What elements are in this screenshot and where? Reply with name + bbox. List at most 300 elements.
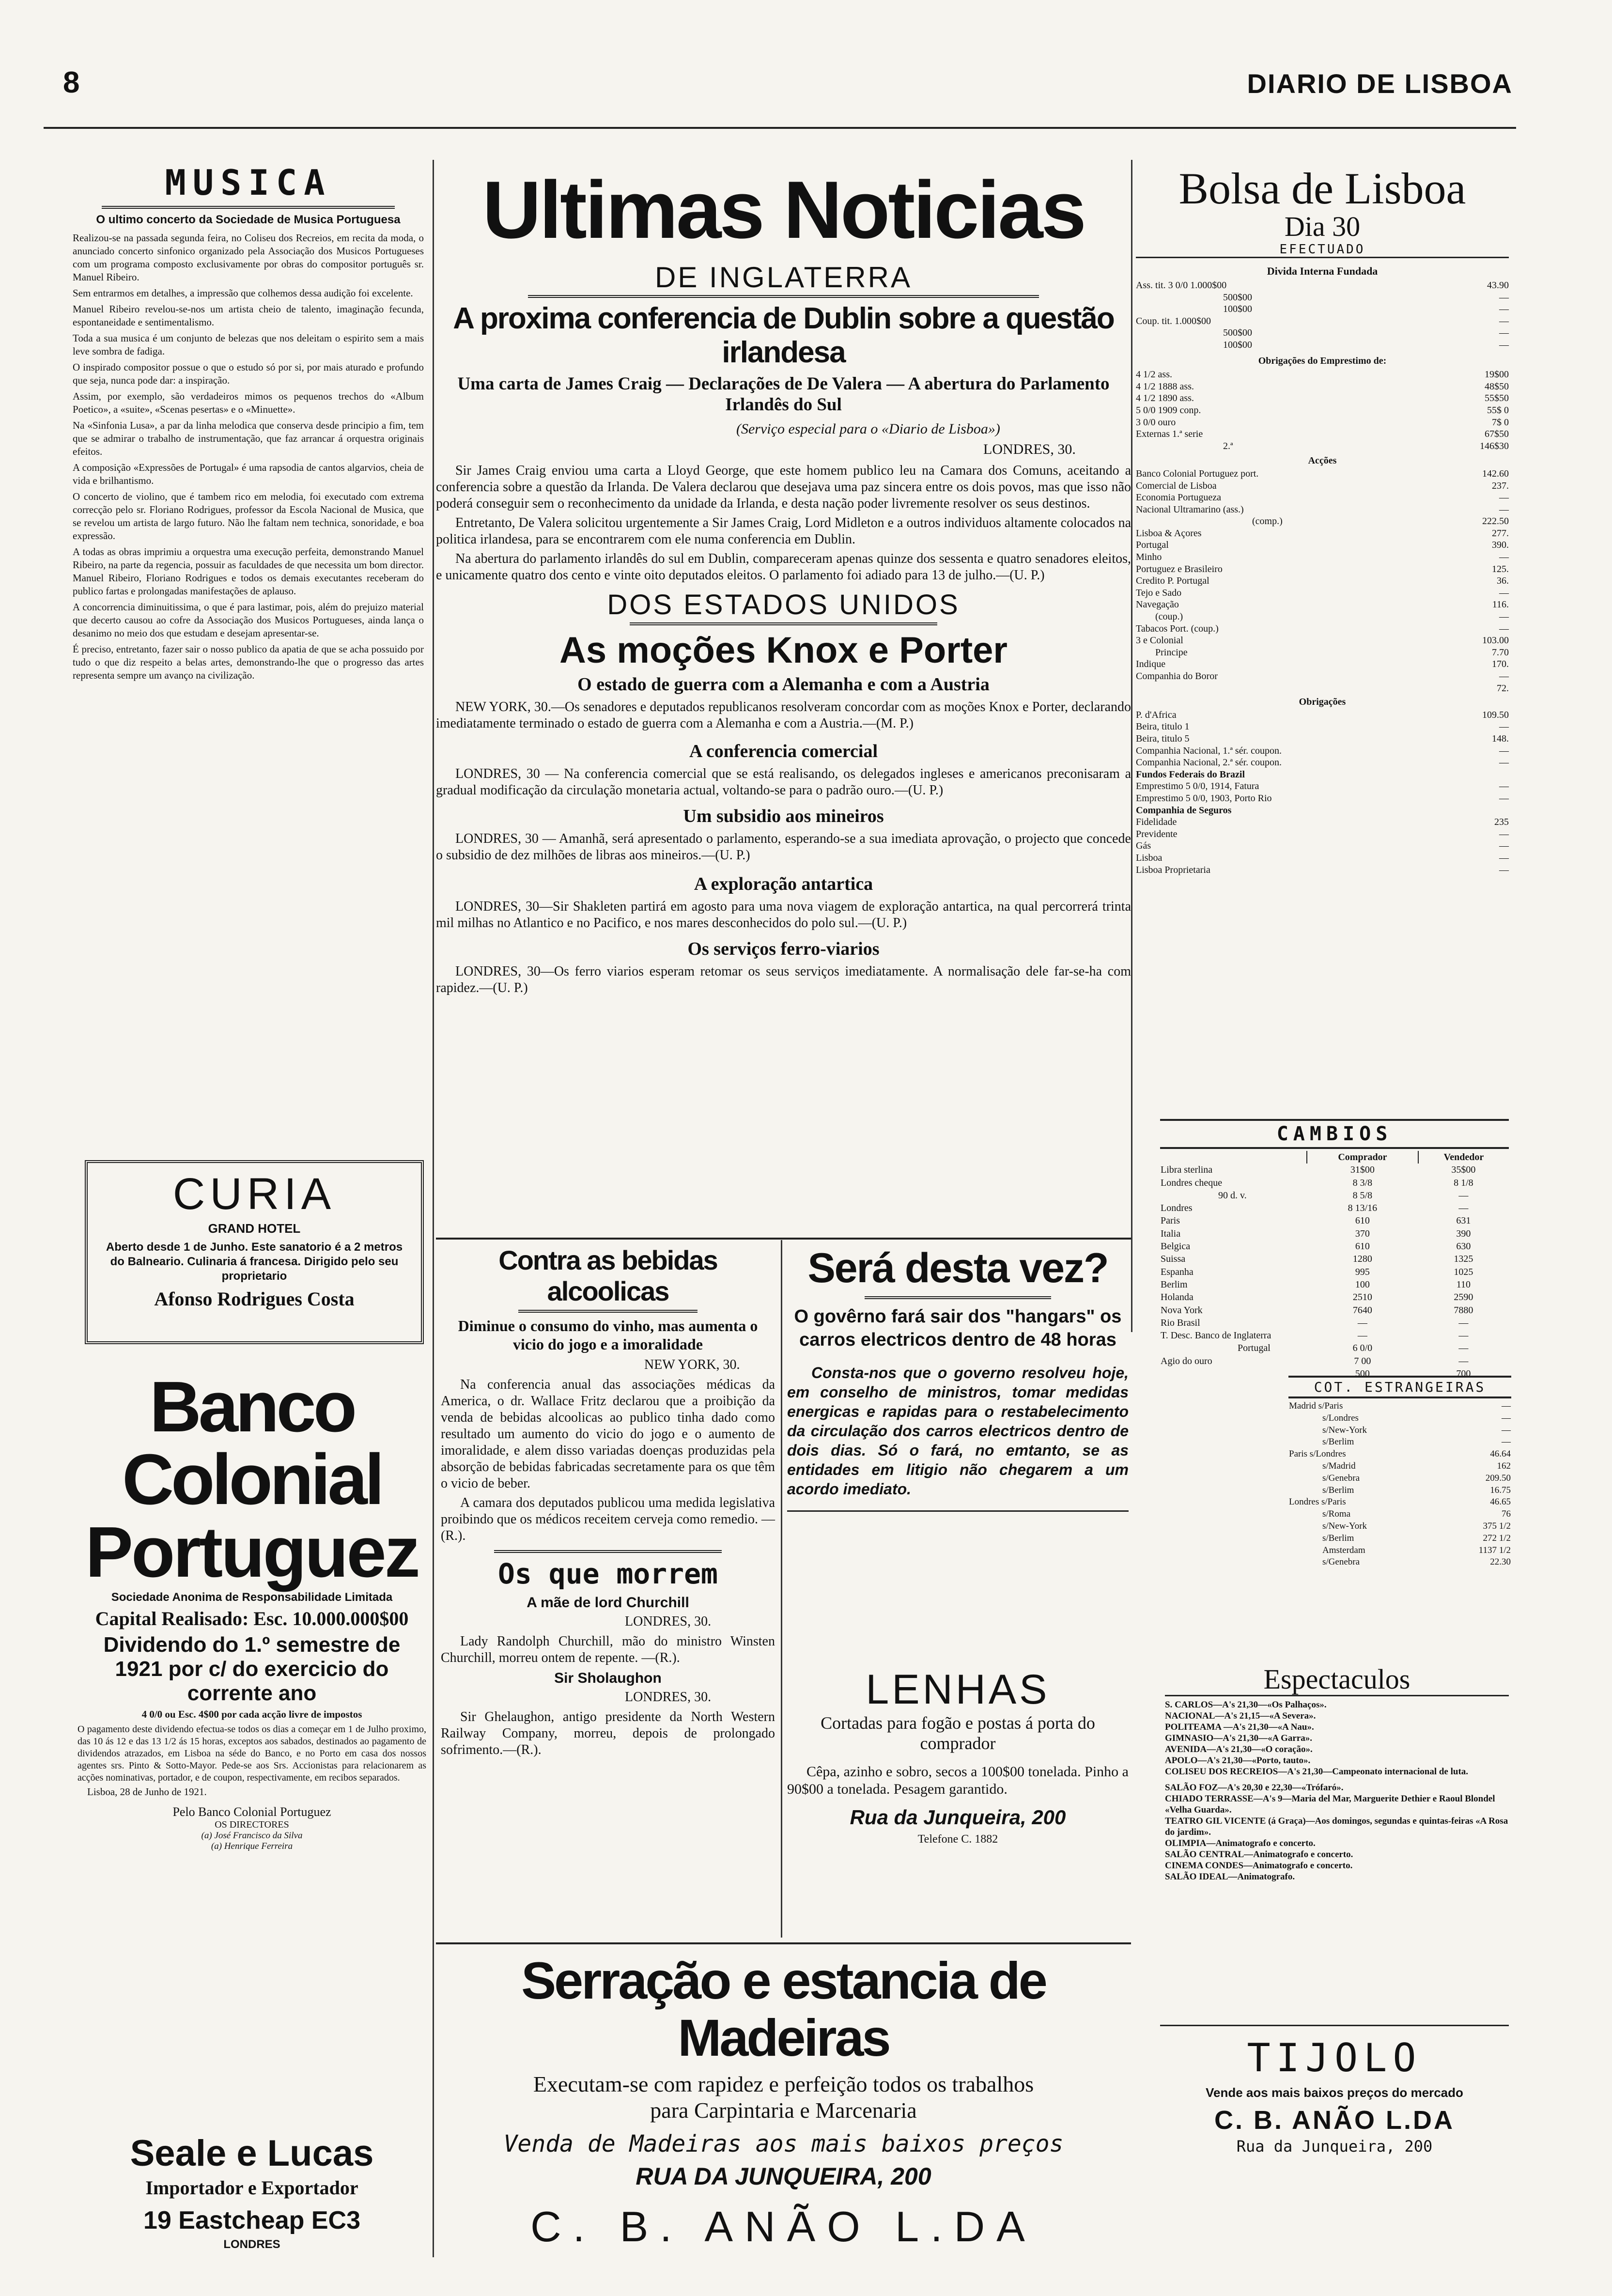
cotacoes-row xyxy=(1288,1436,1511,1448)
espectaculo-item: SALÃO IDEAL—Animatografo. xyxy=(1165,1872,1295,1882)
cambios-label: T. Desc. Banco de Inglaterra xyxy=(1161,1330,1271,1341)
cambios-comprador: 2510 xyxy=(1352,1292,1372,1303)
curia-subtitle: GRAND HOTEL xyxy=(208,1221,301,1236)
cambios-row xyxy=(1160,1240,1509,1253)
cambios-row xyxy=(1160,1278,1509,1291)
bolsa-line-value: — xyxy=(1499,315,1509,326)
bolsa-title: Bolsa de Lisboa xyxy=(1178,164,1466,213)
subhead-knox: O estado de guerra com a Alemanha e com a Austria xyxy=(577,674,990,695)
bolsa-line-value: 103.00 xyxy=(1482,635,1509,646)
cotacoes-value: — xyxy=(1502,1437,1511,1447)
bolsa-emprestimo: Obrigações do Emprestimo de: xyxy=(1258,355,1387,366)
cambios-vendedor: — xyxy=(1458,1190,1469,1201)
cambios-header-label xyxy=(1160,1151,1307,1164)
cambios-label: Espanha xyxy=(1161,1266,1194,1277)
bolsa-line xyxy=(1136,428,1509,440)
cambios-comprador: — xyxy=(1357,1317,1367,1328)
cotacoes-value: — xyxy=(1502,1425,1511,1435)
bolsa-line-value: 170. xyxy=(1492,659,1509,670)
cotacoes-row xyxy=(1288,1460,1511,1473)
cotacoes-row xyxy=(1288,1496,1511,1508)
seale-lucas-ad xyxy=(78,2134,426,2251)
bolsa-line-label: Tejo e Sado xyxy=(1136,587,1182,598)
cambios-section xyxy=(1160,1119,1509,1380)
cotacoes-value: 162 xyxy=(1497,1460,1511,1471)
serracao-line1: Executam-se com rapidez e perfeição todos os trabalhos para Carpintaria e Marcenaria xyxy=(533,2072,1034,2123)
bolsa-line xyxy=(1136,440,1509,452)
cambios-label: Londres cheque xyxy=(1161,1177,1223,1188)
cambios-label: Berlim xyxy=(1161,1279,1188,1290)
seale-subtitle: Importador e Exportador xyxy=(145,2177,358,2199)
espectaculo-item: GIMNASIO—A's 21,30—«A Garra». xyxy=(1165,1733,1312,1743)
bolsa-line xyxy=(1136,709,1509,721)
cotacoes-row xyxy=(1288,1545,1511,1557)
irlanda-paragraph: Entretanto, De Valera solicitou urgentemente a Sir James Craig, Lord Midleton e a outros individuos altamente colocados na politica irlandesa, para se encontrarem com ele numa conferencia em Dublin. xyxy=(436,515,1131,547)
cambios-comprador: 6 0/0 xyxy=(1352,1343,1373,1354)
bolsa-line-value: — xyxy=(1499,304,1509,315)
cambios-comprador: 610 xyxy=(1355,1241,1370,1252)
espectaculo-item: POLITEAMA —A's 21,30—«A Nau». xyxy=(1165,1722,1314,1732)
cotacoes-label: s/Berlim xyxy=(1322,1485,1354,1495)
bolsa-line-label: Externas 1.ª serie xyxy=(1136,429,1203,440)
bolsa-line-value: 43.90 xyxy=(1487,280,1509,291)
bolsa-line-value: — xyxy=(1499,864,1509,875)
bolsa-line-label: 4 1/2 1890 ass. xyxy=(1136,393,1194,404)
cotacoes-row xyxy=(1288,1520,1511,1533)
banco-capital: Capital Realisado: Esc. 10.000.000$00 xyxy=(95,1608,409,1629)
morrem-body-1: Lady Randolph Churchill, mão do ministro Winsten Churchill, morreu ontem de repente. —(R.). xyxy=(441,1634,775,1665)
bolsa-line-value: — xyxy=(1499,745,1509,756)
inglaterra-rule xyxy=(528,295,1039,298)
espectaculo-item: NACIONAL—A's 21,15—«A Severa». xyxy=(1165,1711,1316,1721)
comercial-body: LONDRES, 30 — Na conferencia comercial que se está realisando, os delegados ingleses e americanos preconisaram a gradual modificação da circulação monetaria actual, voltando-se para o padrão ouro.—(U. P.) xyxy=(436,766,1131,798)
curia-owner: Afonso Rodrigues Costa xyxy=(154,1288,355,1310)
bolsa-line-value: 55$50 xyxy=(1485,393,1509,404)
banco-body: O pagamento deste dividendo efectua-se todos os dias a começar em 1 de Julho proximo, das 10 ás 12 e das 13 1/2 ás 15 horas, exceptos aos sabados, destinados ao pagamento de dividendos atrazados, em Lisboa na séde do Banco, e no Porto em casa dos nossos agentes srs. Pinto & Sotto-Mayor. Pede-se aos Srs. Accionistas para relacionarem as acções nominativas, portador, e de coupon, respectivamente, em recibos separados. xyxy=(78,1724,426,1783)
cotacoes-section xyxy=(1288,1376,1511,1568)
musica-paragraph: Manuel Ribeiro revelou-se-nos um artista cheio de talento, imaginação fecunda, espontaneidade e sentimentalismo. xyxy=(73,303,424,328)
musica-body xyxy=(73,232,424,682)
cambios-row xyxy=(1160,1291,1509,1303)
cotacoes-label: s/Berlim xyxy=(1322,1437,1354,1447)
cotacoes-value: 76 xyxy=(1502,1509,1511,1520)
bolsa-line-label: Tabacos Port. (coup.) xyxy=(1136,623,1219,634)
cambios-comprador: 995 xyxy=(1355,1266,1370,1277)
cambios-vendedor: — xyxy=(1458,1330,1469,1341)
cotacoes-value: 375 1/2 xyxy=(1483,1520,1511,1531)
bolsa-line-label: Ass. tit. 3 0/0 1.000$00 xyxy=(1136,280,1227,291)
bolsa-line-label: 100$00 xyxy=(1223,339,1252,350)
page-number: 8 xyxy=(63,66,80,99)
cambios-vendedor: 631 xyxy=(1456,1215,1471,1226)
ultimas-service: (Serviço especial para o «Diario de Lisboa») xyxy=(736,421,1000,437)
bebidas-rule xyxy=(518,1310,698,1313)
espectaculo-item: CINEMA CONDES—Animatografo e concerto. xyxy=(1165,1861,1353,1871)
cambios-vendedor: 8 1/8 xyxy=(1454,1177,1473,1188)
cambios-vendedor: 630 xyxy=(1456,1241,1471,1252)
bolsa-line xyxy=(1136,587,1509,599)
bolsa-line-value: 72. xyxy=(1497,683,1509,694)
musica-headline: O ultimo concerto da Sociedade de Musica Portuguesa xyxy=(96,213,401,226)
bolsa-line-label: Lisboa & Açores xyxy=(1136,527,1202,539)
cambios-row xyxy=(1160,1317,1509,1329)
serracao-ad xyxy=(436,1952,1131,2251)
cambios-comprador: — xyxy=(1357,1330,1367,1341)
bolsa-line-value: 19$00 xyxy=(1485,369,1509,380)
bebidas-title: Contra as bebidas alcoolicas xyxy=(498,1245,717,1306)
cambios-label: Nova York xyxy=(1161,1304,1203,1316)
knox-body: NEW YORK, 30.—Os senadores e deputados republicanos resolveram concordar com as moções Knox e Porter, declarando imediatamente terminado o estado de guerra com a Alemanha e com a Austria.—(M. P.) xyxy=(436,699,1131,731)
cotacoes-title: COT. ESTRANGEIRAS xyxy=(1288,1376,1511,1398)
bolsa-line-label: Credito P. Portugal xyxy=(1136,575,1209,587)
banco-dividend-amount: 4 0/0 ou Esc. 4$00 por cada acção livre de impostos xyxy=(141,1708,362,1720)
cambios-table xyxy=(1160,1151,1509,1380)
cambios-vendedor: — xyxy=(1458,1355,1469,1366)
cotacoes-value: 272 1/2 xyxy=(1483,1533,1511,1543)
bolsa-line-label: Lisboa Proprietaria xyxy=(1136,864,1210,875)
cambios-comprador: 370 xyxy=(1355,1228,1370,1239)
seale-address: 19 Eastcheap EC3 xyxy=(143,2206,361,2234)
cotacoes-table xyxy=(1288,1400,1511,1568)
espectaculo-item: OLIMPIA—Animatografo e concerto. xyxy=(1165,1838,1316,1848)
musica-paragraph: Realizou-se na passada segunda feira, no Coliseu dos Recreios, em recita da moda, o anunciado concerto sinfonico organizado pela Associação dos Musicos Portugueses com um programa composto exclusivamente por obras do compositor português sr. Manuel Ribeiro. xyxy=(73,232,424,283)
espectaculo-item: APOLO—A's 21,30—«Porto, tauto». xyxy=(1165,1755,1311,1766)
bolsa-line-value: 7$ 0 xyxy=(1492,417,1509,428)
cambios-comprador: 610 xyxy=(1355,1215,1370,1226)
bolsa-line xyxy=(1136,599,1509,611)
bolsa-line xyxy=(1136,658,1509,670)
cambios-row xyxy=(1160,1202,1509,1214)
musica-paragraph: O inspirado compositor possue o que o estudo só por si, por mais aturado e profundo que seja, nunca pode dar: a inspiração. xyxy=(73,361,424,386)
cambios-label: Agio do ouro xyxy=(1161,1355,1212,1366)
bolsa-line xyxy=(1136,670,1509,683)
cotacoes-label: s/Genebra xyxy=(1322,1557,1360,1567)
bolsa-line-value: 125. xyxy=(1492,563,1509,574)
banco-colonial-ad xyxy=(78,1367,426,1852)
cambios-comprador: 8 3/8 xyxy=(1352,1177,1373,1188)
banco-dividend-title: Dividendo do 1.º semestre de 1921 por c/ do exercicio do corrente ano xyxy=(103,1633,401,1705)
head-mineiros: Um subsidio aos mineiros xyxy=(683,806,884,826)
musica-paragraph: A composição «Expressões de Portugal» é uma rapsodia de cantos algarvios, cheia de vida e brilhantismo. xyxy=(73,462,424,486)
bolsa-line xyxy=(1136,527,1509,540)
bolsa-line xyxy=(1136,780,1509,792)
sera-title: Será desta vez? xyxy=(807,1245,1108,1291)
bolsa-line-value: — xyxy=(1499,781,1509,792)
bolsa-line-label: Beira, titulo 5 xyxy=(1136,733,1190,744)
bolsa-line-value: — xyxy=(1499,587,1509,598)
lenhas-subtitle: Cortadas para fogão e postas á porta do comprador xyxy=(821,1713,1095,1753)
cambios-row xyxy=(1160,1355,1509,1367)
bolsa-line-label: Fidelidade xyxy=(1136,817,1177,828)
bolsa-efectuado: EFECTUADO xyxy=(1136,242,1509,258)
cambios-row xyxy=(1160,1227,1509,1240)
cambios-header-row xyxy=(1160,1151,1509,1164)
head-ferro: Os serviços ferro-viarios xyxy=(687,939,880,959)
curia-body: Aberto desde 1 de Junho. Este sanatorio é a 2 metros do Balneario. Culinaria á francesa. Dirigido pelo seu proprietario xyxy=(106,1241,403,1283)
musica-paragraph: Assim, por exemplo, são verdadeiros mimos os pequenos trechos do «Album Poetico», a «suite», «Scenas pesertas» e o «Minuette». xyxy=(73,390,424,415)
cotacoes-row xyxy=(1288,1485,1511,1497)
eua-rule xyxy=(630,622,937,625)
curia-ad xyxy=(85,1160,424,1344)
bolsa-line-label: (comp.) xyxy=(1252,516,1283,527)
cotacoes-value: — xyxy=(1502,1401,1511,1411)
musica-paragraph: É preciso, entretanto, fazer sair o nosso publico da apatia de que se acha possuido por tudo o que diz respeito a belas artes, demonstrando-lhe que o progresso das artes representa sempre um avanço na civilização. xyxy=(73,643,424,681)
bebidas-body xyxy=(441,1377,775,1544)
bolsa-line-value: 277. xyxy=(1492,527,1509,539)
morrem-top-rule xyxy=(494,1550,722,1553)
bolsa-line-value: 142.60 xyxy=(1482,468,1509,479)
cambios-comprador: 8 13/16 xyxy=(1348,1203,1378,1214)
bolsa-line-value: — xyxy=(1499,757,1509,768)
bolsa-line xyxy=(1136,492,1509,504)
section-estados-unidos: DOS ESTADOS UNIDOS xyxy=(607,589,960,621)
bolsa-line xyxy=(1136,515,1509,527)
subhead-irlanda: Uma carta de James Craig — Declarações de De Valera — A abertura do Parlamento Irlandês do Sul xyxy=(457,374,1110,415)
bolsa-line-label: 500$00 xyxy=(1223,327,1252,339)
bebidas-dateline: NEW YORK, 30. xyxy=(644,1357,740,1372)
column-rule-2a xyxy=(781,1240,782,1938)
cotacoes-row xyxy=(1288,1412,1511,1425)
bolsa-line-value: — xyxy=(1499,721,1509,732)
bolsa-line xyxy=(1136,635,1509,647)
cambios-label: Italia xyxy=(1161,1228,1181,1239)
bolsa-line xyxy=(1136,339,1509,351)
bolsa-line-value: 235 xyxy=(1494,817,1509,828)
bolsa-line-value: — xyxy=(1499,792,1509,804)
bolsa-acoes: Acções xyxy=(1308,455,1337,466)
head-antartica: A exploração antartica xyxy=(694,874,873,894)
cotacoes-label: s/Londres xyxy=(1322,1412,1359,1423)
banco-date: Lisboa, 28 de Junho de 1921. xyxy=(87,1786,207,1798)
bolsa-line-label: Previdente xyxy=(1136,828,1178,839)
bolsa-line-value: 36. xyxy=(1497,575,1509,587)
bolsa-line-label: Navegação xyxy=(1136,599,1179,610)
cambios-comprador: 7640 xyxy=(1352,1304,1372,1316)
musica-paragraph: O concerto de violino, que é tambem rico em melodia, foi executado com extrema correcção pelo sr. Floriano Rodrigues, professor da Escola Nacional de Musica, que se revelou um artista de largo futuro. Não lhe faltam nem technica, sonoridade, e boa expressão. xyxy=(73,491,424,542)
cotacoes-label: Londres s/Paris xyxy=(1289,1497,1346,1507)
morrem-sub-2: Sir Sholaughon xyxy=(554,1670,662,1686)
cotacoes-value: 1137 1/2 xyxy=(1478,1545,1511,1555)
bolsa-line-label: Minho xyxy=(1136,552,1162,563)
cambios-vendedor: 1325 xyxy=(1454,1254,1473,1265)
bolsa-line xyxy=(1136,757,1509,769)
espectaculo-item: TEATRO GIL VICENTE (á Graça)—Aos domingos, segundas e quintas-feiras «A Rosa do jardim». xyxy=(1165,1816,1508,1837)
bolsa-line xyxy=(1136,504,1509,516)
bolsa-line xyxy=(1136,327,1509,339)
cambios-vendedor: 700 xyxy=(1456,1368,1471,1380)
head-comercial: A conferencia comercial xyxy=(689,741,878,761)
bolsa-line xyxy=(1136,404,1509,417)
cotacoes-label: s/New-York xyxy=(1322,1520,1367,1531)
cotacoes-value: — xyxy=(1502,1412,1511,1423)
bolsa-line xyxy=(1136,745,1509,757)
cotacoes-label: s/Berlim xyxy=(1322,1533,1354,1543)
cotacoes-label: Paris s/Londres xyxy=(1289,1449,1346,1459)
bolsa-line-label: P. d'Africa xyxy=(1136,709,1177,720)
espectaculo-item: SALÃO FOZ—A's 20,30 e 22,30—«Trófaró». xyxy=(1165,1783,1344,1793)
banco-directors: OS DIRECTORES xyxy=(215,1819,289,1830)
bolsa-line-value: — xyxy=(1499,611,1509,622)
bolsa-line-value: 148. xyxy=(1492,733,1509,744)
tijolo-title: TIJOLO xyxy=(1247,2035,1422,2080)
bolsa-line xyxy=(1136,539,1509,551)
bolsa-line-label: Portuguez e Brasileiro xyxy=(1136,563,1223,574)
cambios-label: Londres xyxy=(1161,1203,1193,1214)
bolsa-divida: Divida Interna Fundada xyxy=(1267,265,1378,277)
serracao-title: Serração e estancia de Madeiras xyxy=(521,1951,1046,2067)
mid-horizontal-rule xyxy=(436,1238,1131,1240)
tijolo-firm: C. B. ANÃO L.DA xyxy=(1214,2106,1455,2135)
bolsa-line xyxy=(1136,551,1509,563)
bolsa-line xyxy=(1136,369,1509,381)
cambios-row xyxy=(1160,1214,1509,1227)
cambios-vendedor: 2590 xyxy=(1454,1292,1473,1303)
tijolo-address: Rua da Junqueira, 200 xyxy=(1236,2137,1433,2156)
cotacoes-row xyxy=(1288,1425,1511,1437)
cambios-label: 90 d. v. xyxy=(1218,1190,1247,1201)
ultimas-title: Ultimas Noticias xyxy=(482,164,1085,255)
lenhas-body: Cêpa, azinho e sobro, secos a 100$00 tonelada. Pinho a 90$00 a tonelada. Pesagem garantido. xyxy=(787,1764,1129,1797)
cambios-row xyxy=(1160,1177,1509,1189)
bolsa-line-label: Comercial de Lisboa xyxy=(1136,480,1217,491)
espectaculos-title: Espectaculos xyxy=(1165,1664,1509,1696)
curia-title: CURIA xyxy=(172,1169,336,1219)
bolsa-line xyxy=(1136,468,1509,480)
bolsa-line-label: 3 e Colonial xyxy=(1136,635,1183,646)
musica-paragraph: A todas as obras imprimiu a orquestra uma execução perfeita, demonstrando Manuel Ribeiro, na parte da regencia, possuir as faculdades de que necessita um bom director. Manuel Ribeiro, Floriano Rodrigues e todos os demais executantes receberam do publico fartas e prolongadas manifestações de aplauso. xyxy=(73,546,424,597)
bolsa-line-value: — xyxy=(1499,623,1509,634)
espectaculo-item: AVENIDA—A's 21,30—«O coração». xyxy=(1165,1744,1313,1754)
cambios-vendedor: — xyxy=(1458,1203,1469,1214)
bolsa-line xyxy=(1136,769,1509,781)
bebidas-subhead: Diminue o consumo do vinho, mas aumenta o vicio do jogo e a imoralidade xyxy=(458,1317,758,1353)
cambios-label: Belgica xyxy=(1161,1241,1191,1252)
bolsa-line-label: 500$00 xyxy=(1223,292,1252,303)
bolsa-line-value: 48$50 xyxy=(1485,381,1509,392)
bebidas-paragraph: A camara dos deputados publicou uma medida legislativa proibindo que os médicos receitem cerveja como remedio. —(R.). xyxy=(441,1495,775,1543)
bolsa-line-label: Companhia de Seguros xyxy=(1136,805,1232,816)
bolsa-line-value: 146$30 xyxy=(1480,440,1509,451)
espectaculo-item: S. CARLOS—A's 21,30—«Os Palhaços». xyxy=(1165,1700,1327,1710)
cambios-label: Portugal xyxy=(1238,1343,1271,1354)
bolsa-line xyxy=(1136,721,1509,733)
irlanda-body xyxy=(436,463,1131,584)
sera-rule xyxy=(865,1296,1051,1299)
bolsa-line xyxy=(1136,480,1509,492)
morrem-body-2: Sir Ghelaughon, antigo presidente da North Western Railway Company, morreu, depois de prolongado sofrimento.—(R.). xyxy=(441,1709,775,1757)
cambios-row xyxy=(1160,1253,1509,1265)
cotacoes-row xyxy=(1288,1448,1511,1460)
ultimas-dateline: LONDRES, 30. xyxy=(983,441,1076,457)
bolsa-line-label: Indique xyxy=(1136,659,1166,670)
morrem-dateline-2: LONDRES, 30. xyxy=(625,1690,712,1705)
bolsa-line-label: Nacional Ultramarino (ass.) xyxy=(1136,504,1244,515)
cotacoes-row xyxy=(1288,1400,1511,1412)
sera-article xyxy=(787,1245,1129,1512)
header-rule xyxy=(44,127,1516,129)
musica-paragraph: Na «Sinfonia Lusa», a par da linha melodica que conserva desde principio a fim, tem que se admirar o trabalho de instrumentação, que faz arrancar á orquestra originais efeitos. xyxy=(73,419,424,457)
irlanda-paragraph: Na abertura do parlamento irlandês do sul em Dublin, compareceram apenas quinze dos sessenta e quatro senadores eleitos, e unicamente quatro dos cento e vinte oito deputados eleitos. O parlamento foi adiado para 13 de julho.—(U. P.) xyxy=(436,551,1131,583)
bolsa-line xyxy=(1136,683,1509,695)
lenhas-ad xyxy=(787,1666,1129,1846)
bolsa-line-label: Economia Portugueza xyxy=(1136,492,1222,503)
bolsa-line-value: — xyxy=(1499,504,1509,515)
bolsa-obrigacoes: Obrigações xyxy=(1299,697,1346,708)
bolsa-line-label: 4 1/2 1888 ass. xyxy=(1136,381,1194,392)
musica-title-rule xyxy=(102,206,395,209)
musica-column xyxy=(73,162,424,685)
musica-paragraph: Sem entrarmos em detalhes, a impressão que colhemos dessa audição foi excelente. xyxy=(73,287,413,299)
banco-signature: Pelo Banco Colonial Portuguez xyxy=(172,1805,331,1819)
bolsa-line-label: Beira, titulo 1 xyxy=(1136,721,1190,732)
bolsa-line-label: 2.ª xyxy=(1223,440,1233,451)
bolsa-line-label: 4 1/2 ass. xyxy=(1136,369,1172,380)
cotacoes-row xyxy=(1288,1556,1511,1568)
cambios-row xyxy=(1160,1304,1509,1317)
bolsa-line xyxy=(1136,647,1509,659)
cambios-comprador: 100 xyxy=(1355,1279,1370,1290)
bolsa-line xyxy=(1136,575,1509,587)
cambios-vendedor: 7880 xyxy=(1454,1304,1473,1316)
lenhas-phone: Telefone C. 1882 xyxy=(917,1833,998,1846)
cambios-row xyxy=(1160,1342,1509,1354)
serracao-top-rule xyxy=(436,1942,1131,1944)
lenhas-address: Rua da Junqueira, 200 xyxy=(850,1806,1066,1829)
cambios-vendedor: — xyxy=(1458,1317,1469,1328)
tijolo-ad xyxy=(1160,2025,1509,2156)
section-inglaterra: DE INGLATERRA xyxy=(655,261,912,294)
musica-title: MUSICA xyxy=(165,162,332,203)
mineiros-body: LONDRES, 30 — Amanhã, será apresentado o parlamento, esperando-se a sua imediata aprovação, o projecto que concede o subsidio de dez milhões de libras aos mineiros.—(U. P.) xyxy=(436,831,1131,863)
seale-title: Seale e Lucas xyxy=(130,2133,374,2174)
bolsa-line-label: Emprestimo 5 0/0, 1914, Fatura xyxy=(1136,781,1259,792)
bolsa-line xyxy=(1136,864,1509,876)
bolsa-line-label: (coup.) xyxy=(1155,611,1183,622)
lenhas-title: LENHAS xyxy=(866,1666,1050,1713)
bolsa-line-value: 237. xyxy=(1492,480,1509,491)
cambios-row xyxy=(1160,1329,1509,1342)
cambios-col-vendedor: Vendedor xyxy=(1418,1151,1509,1164)
bolsa-line-label: 100$00 xyxy=(1223,304,1252,315)
bolsa-line xyxy=(1136,840,1509,852)
musica-paragraph: Toda a sua musica é um conjunto de belezas que nos deleitam o espirito sem a mais leve sombra de fadiga. xyxy=(73,332,424,357)
bolsa-line-label: Principe xyxy=(1155,647,1188,658)
cotacoes-label: s/New-York xyxy=(1322,1425,1367,1435)
antartica-body: LONDRES, 30—Sir Shakleten partirá em agosto para uma nova viagem de exploração antartica, na qual percorrerá trinta mil milhas no Atlantico e no Pacifico, e nos mares desconhecidos do polo sul.—(U. P.) xyxy=(436,899,1131,931)
cotacoes-row xyxy=(1288,1533,1511,1545)
bolsa-line xyxy=(1136,816,1509,828)
cotacoes-value: 16.75 xyxy=(1490,1485,1511,1495)
column-rule-2 xyxy=(1131,160,1132,1332)
sera-body: Consta-nos que o governo resolveu hoje, em conselho de ministros, tomar medidas energicas e rapidas para o restabelecimento da circulação dos carros electricos dentro de dois dias. Só o fará, no emtanto, se as entidades em litigio não chegarem a um acordo imediato. xyxy=(787,1364,1129,1498)
cambios-vendedor: 390 xyxy=(1456,1228,1471,1239)
bolsa-line xyxy=(1136,392,1509,404)
cotacoes-value: 46.64 xyxy=(1490,1449,1511,1459)
sera-bottom-rule xyxy=(787,1510,1129,1512)
bolsa-line-value: — xyxy=(1499,339,1509,350)
bolsa-line-label: Companhia Nacional, 2.ª sér. coupon. xyxy=(1136,757,1282,768)
bolsa-line xyxy=(1136,315,1509,327)
ultimas-section xyxy=(436,162,1131,996)
cambios-title: CAMBIOS xyxy=(1160,1119,1509,1149)
cambios-row xyxy=(1160,1266,1509,1278)
bolsa-line xyxy=(1136,852,1509,864)
bebidas-article xyxy=(441,1245,775,1758)
bebidas-paragraph: Na conferencia anual das associações médicas da America, o dr. Wallace Fritz declarou que a proibição da venda de bebidas alcoolicas ao publico tinha dado como resultado um aumento do vicio do jogo e o aumento de imoralidade, e alem disso variadas doenças produzidas pela absorção de bebidas fabricadas secretamente para os que têm o vicio de beber. xyxy=(441,1377,775,1491)
bolsa-line xyxy=(1136,279,1509,292)
bolsa-line-label: 5 0/0 1909 conp. xyxy=(1136,404,1201,416)
banco-society: Sociedade Anonima de Responsabilidade Limitada xyxy=(111,1591,393,1604)
